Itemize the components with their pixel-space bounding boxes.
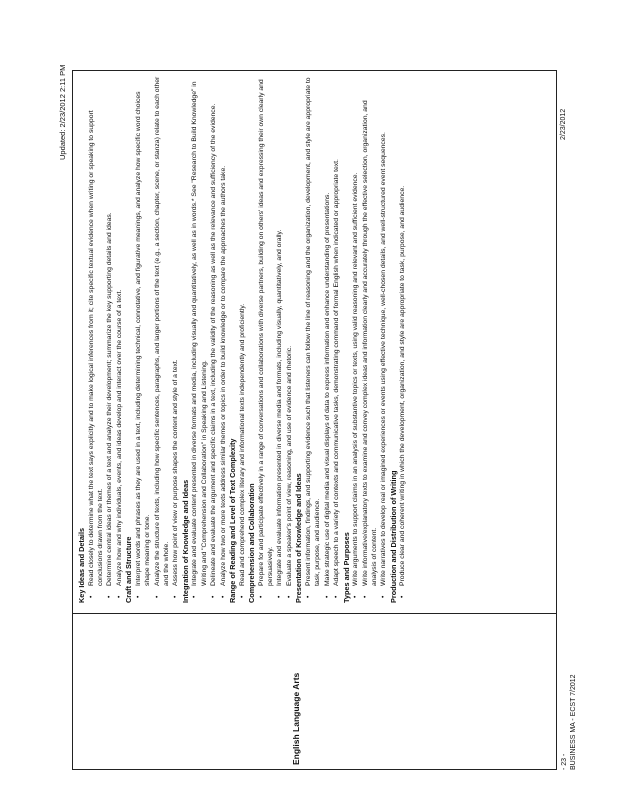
section-comprehension [247,75,294,603]
list-item: • Analyze how two or more texts address similar themes or topics in order to build knowledge or to compare the approaches the authors take. [219,75,228,586]
standards-table [72,70,557,770]
section-title: Range of Reading and Level of Text Complexity [228,438,238,603]
updated-timestamp: Updated: 2/23/2012 2:11 PM [58,64,67,160]
list-item: • Analyze the structure of texts, including how specific sentences, paragraphs, and larger portions of the text (e.g., a section, chapter, scene, or stanza) relate to each other and the whole. [153,75,172,586]
list-item: • Integrate and evaluate information presented in diverse media and formats, including visually, quantitatively, and orally. [275,75,284,586]
section-craft-structure [124,75,181,603]
list-item: • Delineate and evaluate the argument and specific claims in a text, including the validity of the reasoning as well as the relevance and sufficiency of the evidence. [209,75,218,586]
section-title: Comprehension and Collaboration [247,483,257,603]
section-presentation [294,75,341,603]
list-item: • Integrate and evaluate content presented in diverse formats and media, including visually and quantitatively, as well as in words.* See "Research to Build Knowledge" in Writing and "Comprehension and Collaboration" in Speaking and Listening. [190,75,209,586]
section-key-ideas [77,75,124,603]
list-item: • Write informative/explanatory texts to examine and convey complex ideas and information clearly and accurately through the effective selection, organization, and analysis of content. [361,75,380,586]
list-item: • Make strategic use of digital media and visual displays of data to express information and enhance understanding of presentations. [323,75,332,586]
standards-content [77,75,408,603]
section-production [389,75,408,603]
subject-label: English Language Arts [291,672,301,765]
footer-left [560,674,578,770]
section-types-purposes [342,75,389,603]
section-title: Integration of Knowledge and Ideas [180,479,190,603]
list-item: • Interpret words and phrases as they are used in a text, including determining technical, connotative, and figurative meanings, and analyze how specific word choices shape meaning or tone. [134,75,153,586]
list-item: • Prepare for and participate effectively in a range of conversations and collaborations with diverse partners, building on others' ideas and expressing their own clearly and persuasively. [257,75,276,586]
list-item: • Read closely to determine what the text says explicitly and to make logical inferences from it; cite specific textual evidence when writing or speaking to support conclusions drawn from the text. [87,75,106,586]
list-item: • Write narratives to develop real or imagined experiences or events using effective technique, well-chosen details, and well-structured event sequences. [379,75,388,586]
section-title: Types and Purposes [341,532,351,603]
list-item: • Read and comprehend complex literary and informational texts independently and proficiently. [238,75,247,586]
section-title: Craft and Structure [124,536,134,603]
list-item: • Adapt speech to a variety of contexts and communicative tasks, demonstrating command of formal English when indicated or appropriate text. [332,75,341,586]
list-item: • Assess how point of view or purpose shapes the content and style of a text. [171,75,180,586]
section-title: Key Ideas and Details [77,527,86,603]
list-item: • Determine central ideas or themes of a text and analyze their development; summarize the key supporting details and ideas. [105,75,114,586]
list-item: • Present information, findings, and supporting evidence such that listeners can follow the line of reasoning and the organization, development, and style are appropriate to task, purpose, and audience. [304,75,323,586]
page-number: - 23 - [561,753,568,770]
list-item: • Evaluate a speaker's point of view, reasoning, and use of evidence and rhetoric. [285,75,294,586]
list-item: • Analyze how and why individuals, events, and ideas develop and interact over the course of a text. [115,75,124,586]
document-code: BUSINESS MA - ECST 7/2012 [570,674,577,770]
section-title: Production and Distribution of Writing [388,470,398,603]
section-range-reading [228,75,247,603]
list-item: • Produce clear and coherent writing in which the development, organization, and style are appropriate to task, purpose, and audience. [398,75,407,586]
section-integration [181,75,228,603]
column-divider [73,613,556,614]
footer-date: 2/23/2012 [560,108,567,140]
list-item: • Write arguments to support claims in an analysis of substantive topics or texts, using valid reasoning and relevant and sufficient evidence. [351,75,360,586]
section-title: Presentation of Knowledge and Ideas [294,473,304,603]
